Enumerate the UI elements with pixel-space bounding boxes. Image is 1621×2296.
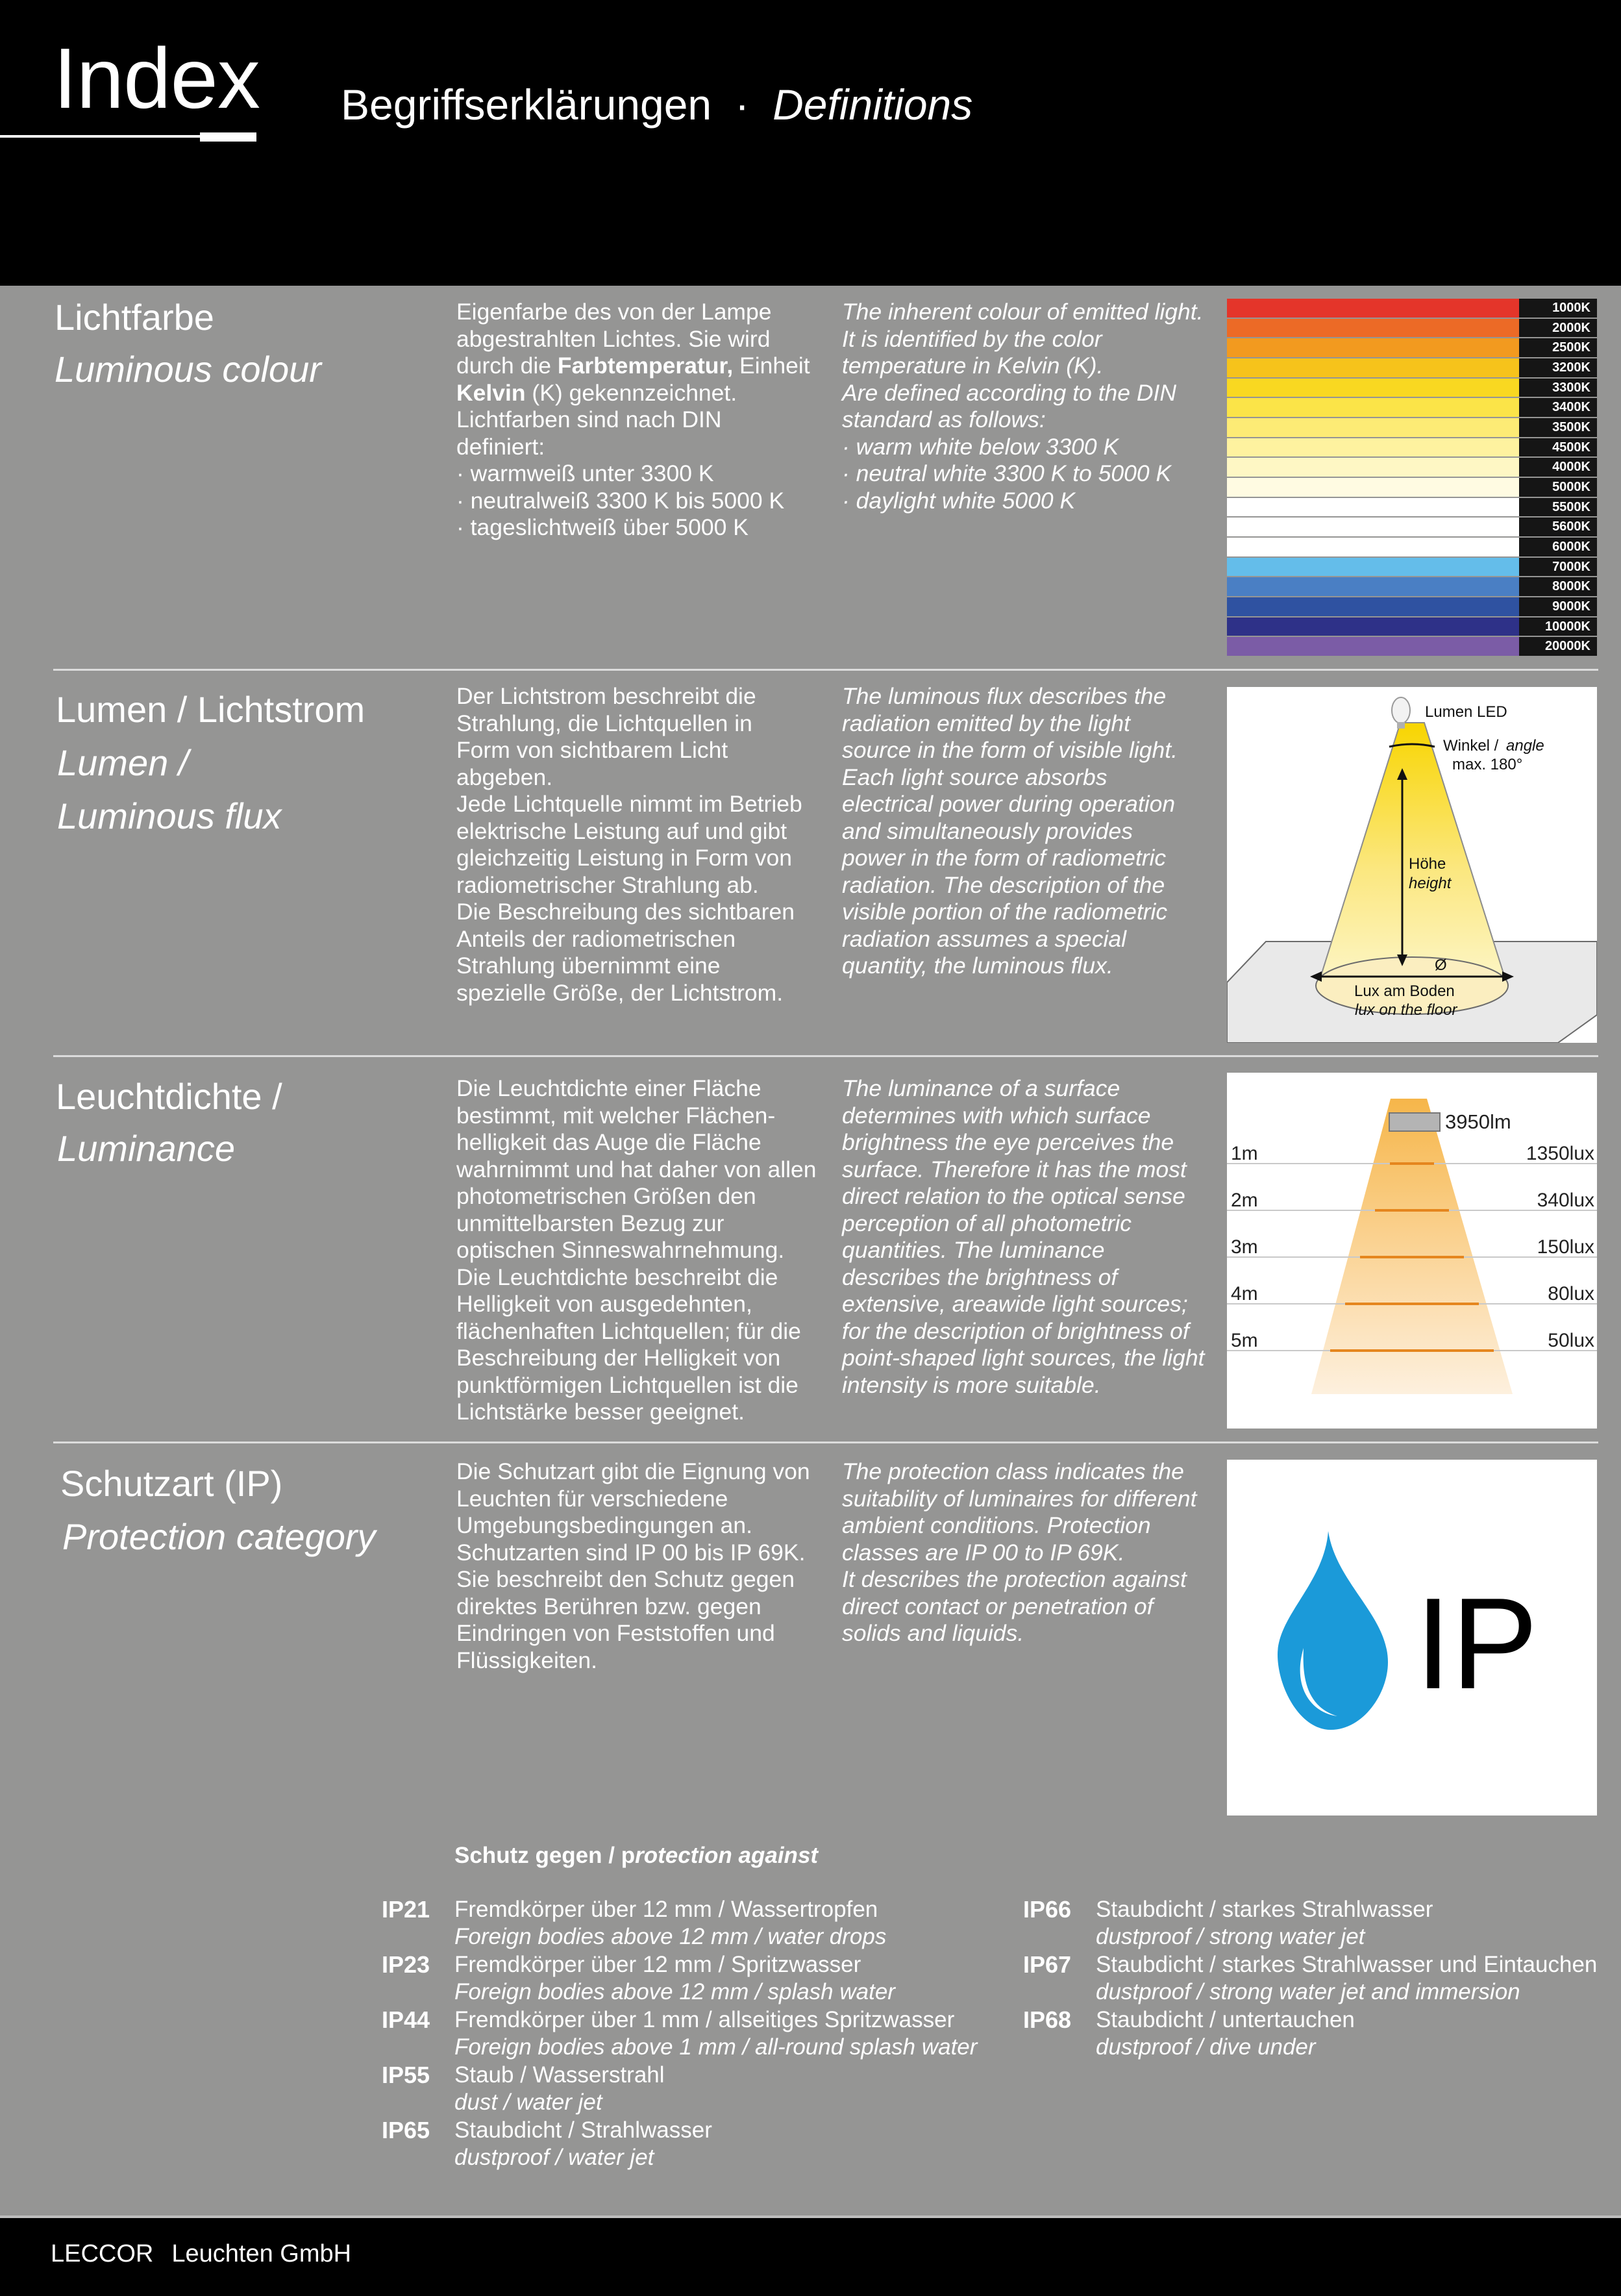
scale-temperature-label: 2500K <box>1519 338 1597 357</box>
section-title-en: Luminous flux <box>57 795 282 836</box>
text-line: and simultaneously provides <box>842 817 1133 844</box>
text-line: Anteils der radiometrischen <box>456 925 736 952</box>
text-line: radiation emitted by the light <box>842 710 1131 736</box>
scale-color-bar <box>1227 618 1519 636</box>
text-line: Lichtstärke besser geeignet. <box>456 1399 745 1425</box>
ip-description <box>1096 2006 1355 2062</box>
distance-label: 5m <box>1231 1330 1258 1351</box>
ip-table-heading <box>454 1843 818 1869</box>
ip-logo-text: IP <box>1415 1571 1538 1716</box>
angle-label-de: Winkel / <box>1443 737 1499 755</box>
ip-description-de: Staubdicht / starkes Strahlwasser und Eintauchen <box>1096 1952 1598 1977</box>
page-subtitle <box>341 81 973 129</box>
text-line: Lichtfarben sind nach DIN <box>456 406 722 432</box>
text-line: photometrischen Größen den <box>456 1183 756 1209</box>
scale-temperature-label: 2000K <box>1519 319 1597 338</box>
text-line: The luminous flux describes the <box>842 683 1167 709</box>
text-de <box>456 683 833 1006</box>
scale-temperature-label: 4500K <box>1519 438 1597 457</box>
scale-color-bar <box>1227 478 1519 497</box>
subtitle-separator: · <box>735 81 750 129</box>
text-line: spezielle Größe, der Lichtstrom. <box>456 979 784 1006</box>
scale-color-bar <box>1227 597 1519 616</box>
text-line: Schutzarten sind IP 00 bis IP 69K. <box>456 1539 806 1566</box>
diameter-label: Ø <box>1435 956 1447 974</box>
scale-color-bar <box>1227 637 1519 656</box>
text-line: Form von sichtbarem Licht <box>456 737 728 763</box>
text-line: Flüssigkeiten. <box>456 1647 598 1673</box>
scale-color-bar <box>1227 398 1519 417</box>
text-line: solids and liquids. <box>842 1620 1024 1646</box>
ip-description-de: Fremdkörper über 12 mm / Spritzwasser <box>454 1952 861 1977</box>
scale-color-bar <box>1227 577 1519 596</box>
height-label-en: height <box>1409 875 1452 892</box>
text-line: The protection class indicates the <box>842 1458 1184 1484</box>
scale-temperature-label: 3400K <box>1519 398 1597 417</box>
text-line: It is identified by the color <box>842 325 1102 352</box>
text-en <box>842 299 1225 514</box>
text-line <box>456 353 833 380</box>
text-bold: Kelvin <box>456 379 526 406</box>
text-line: Eigenfarbe des von der Lampe <box>456 299 772 325</box>
text-line: Leuchten für verschiedene <box>456 1485 728 1512</box>
text-bold: Farbtemperatur, <box>557 353 734 379</box>
heading-en: rotection against <box>635 1843 819 1868</box>
text-de <box>456 299 833 542</box>
page-title: Index <box>53 31 260 126</box>
text-line: classes are IP 00 to IP 69K. <box>842 1539 1125 1566</box>
ip-description <box>454 2062 665 2117</box>
ip-code: IP68 <box>1023 2006 1072 2033</box>
text-de <box>456 1075 833 1426</box>
text-line: Die Leuchtdichte beschreibt die <box>456 1264 778 1290</box>
scale-color-bar <box>1227 358 1519 377</box>
ip-list-right <box>1023 1896 1597 2062</box>
text-line: electrical power during operation <box>842 791 1176 817</box>
scale-temperature-label: 1000K <box>1519 299 1597 318</box>
luminous-flux-diagram <box>1227 687 1597 1043</box>
text-line: definiert: <box>456 433 545 460</box>
scale-color-bar <box>1227 338 1519 357</box>
scale-temperature-label: 6000K <box>1519 538 1597 556</box>
distance-label: 4m <box>1231 1283 1258 1304</box>
text-line: optischen Sinneswahrnehmung. <box>456 1237 785 1263</box>
scale-temperature-label: 3300K <box>1519 379 1597 397</box>
ip-description-en: dustproof / water jet <box>454 2145 654 2170</box>
scale-color-bar <box>1227 438 1519 457</box>
text-line: abgeben. <box>456 764 553 790</box>
ip-description-de: Staubdicht / untertauchen <box>1096 2007 1355 2032</box>
text-line: source in the form of visible light. <box>842 737 1178 763</box>
scale-temperature-label: 9000K <box>1519 597 1597 616</box>
text-en <box>842 1458 1225 1647</box>
text-line: punktförmigen Lichtquellen ist die <box>456 1371 798 1398</box>
text-fragment: (K) gekennzeichnet. <box>525 379 737 406</box>
heading-de: Schutz gegen / p <box>454 1843 636 1868</box>
ip-row <box>1023 1896 1597 1951</box>
distance-label: 2m <box>1231 1190 1258 1211</box>
text-line: standard as follows: <box>842 406 1046 432</box>
text-fragment: durch die <box>456 353 558 379</box>
scale-temperature-label: 8000K <box>1519 577 1597 596</box>
text-fragment: Einheit <box>733 353 810 379</box>
text-line: Umgebungsbedingungen an. <box>456 1512 752 1538</box>
lux-label-en: lux on the floor <box>1355 1001 1457 1019</box>
lux-label: 1350lux <box>1526 1143 1594 1164</box>
angle-label-en: angle <box>1506 737 1544 755</box>
ip-code: IP44 <box>382 2006 430 2033</box>
flux-label: 3950lm <box>1445 1110 1511 1133</box>
ip-description-de: Fremdkörper über 1 mm / allseitiges Spritzwasser <box>454 2007 955 2032</box>
text-line: radiometrischer Strahlung ab. <box>456 871 759 898</box>
lux-label: 50lux <box>1548 1330 1594 1351</box>
ip-row <box>382 2062 977 2117</box>
text-de <box>456 1458 833 1674</box>
text-line: Beschreibung der Helligkeit von <box>456 1345 781 1371</box>
section-title-de: Lichtfarbe <box>55 297 214 338</box>
led-bulb-icon <box>1392 697 1410 723</box>
ip-row <box>1023 2006 1597 2062</box>
luminance-diagram <box>1227 1073 1597 1429</box>
text-line: extensive, areawide light sources; <box>842 1291 1188 1317</box>
text-line: The luminance of a surface <box>842 1075 1120 1101</box>
scale-temperature-label: 10000K <box>1519 618 1597 636</box>
scale-temperature-label: 20000K <box>1519 637 1597 656</box>
ip-row <box>382 1896 977 1951</box>
ip-code: IP66 <box>1023 1896 1072 1923</box>
scale-color-bar <box>1227 319 1519 338</box>
section-title-de: Lumen / Lichtstrom <box>56 689 365 730</box>
ip-description-en: dustproof / dive under <box>1096 2034 1316 2060</box>
ip-description-en: Foreign bodies above 1 mm / all-round splash water <box>454 2034 978 2060</box>
ip-code: IP23 <box>382 1951 430 1978</box>
ip-code: IP67 <box>1023 1951 1072 1978</box>
source-label: Lumen LED <box>1425 703 1507 721</box>
text-line: determines with which surface <box>842 1102 1151 1129</box>
scale-temperature-label: 5000K <box>1519 478 1597 497</box>
text-line: · neutralweiß 3300 K bis 5000 K <box>456 487 785 514</box>
section-divider <box>53 669 1598 671</box>
section-title-en: Luminance <box>57 1128 235 1169</box>
scale-color-bar <box>1227 418 1519 437</box>
scale-color-bar <box>1227 458 1519 477</box>
ip-description-de: Staubdicht / starkes Strahlwasser <box>1096 1897 1433 1922</box>
text-line: abgestrahlten Lichtes. Sie wird <box>456 325 771 352</box>
section-title-de: Schutzart (IP) <box>60 1463 283 1504</box>
text-line: perception of all photometric <box>842 1210 1132 1236</box>
ip-row <box>1023 1951 1597 2006</box>
text-line: direct contact or penetration of <box>842 1593 1154 1619</box>
text-line: Die Beschreibung des sichtbaren <box>456 899 795 925</box>
text-line: Jede Lichtquelle nimmt im Betrieb <box>456 791 802 817</box>
text-line: brightness the eye perceives the <box>842 1129 1174 1155</box>
text-line: ambient conditions. Protection <box>842 1512 1151 1538</box>
ip-description-de: Staubdicht / Strahlwasser <box>454 2117 712 2143</box>
text-line: The inherent colour of emitted light. <box>842 299 1204 325</box>
lux-label: 340lux <box>1537 1190 1594 1211</box>
luminaire-icon <box>1389 1113 1440 1131</box>
angle-max-label: max. 180° <box>1452 756 1523 773</box>
text-line: · tageslichtweiß über 5000 K <box>456 514 749 540</box>
text-line: Are defined according to the DIN <box>842 379 1177 406</box>
ip-row <box>382 2006 977 2062</box>
text-line: Sie beschreibt den Schutz gegen <box>456 1566 795 1592</box>
ip-description <box>454 1896 886 1951</box>
text-line: unmittelbarsten Bezug zur <box>456 1210 724 1236</box>
text-line: Strahlung übernimmt eine <box>456 953 721 979</box>
text-line: flächenhaften Lichtquellen; für die <box>456 1317 801 1344</box>
section-title-en: Protection category <box>62 1516 376 1557</box>
ip-list-left <box>382 1896 977 2172</box>
section-title-de: Leuchtdichte / <box>56 1076 282 1117</box>
lux-label-de: Lux am Boden <box>1354 982 1455 1000</box>
text-line: Strahlung, die Lichtquellen in <box>456 710 752 736</box>
text-en <box>842 683 1225 980</box>
ip-logo-panel <box>1227 1460 1597 1816</box>
scale-temperature-label: 5600K <box>1519 518 1597 536</box>
ip-code: IP55 <box>382 2062 430 2088</box>
text-line: · warm white below 3300 K <box>842 433 1119 460</box>
subtitle-de: Begriffserklärungen <box>341 81 712 129</box>
scale-temperature-label: 3200K <box>1519 358 1597 377</box>
footer-company <box>51 2240 351 2268</box>
ip-description-en: dustproof / strong water jet and immersion <box>1096 1979 1520 2004</box>
ip-row <box>382 1951 977 2006</box>
scale-color-bar <box>1227 518 1519 536</box>
distance-label: 1m <box>1231 1143 1258 1164</box>
text-en <box>842 1075 1225 1399</box>
ip-description <box>454 1951 895 2006</box>
text-line: gleichzeitig Leistung in Form von <box>456 845 792 871</box>
ip-description <box>454 2117 712 2172</box>
text-line: power in the form of radiometric <box>842 845 1167 871</box>
subtitle-en: Definitions <box>773 81 973 129</box>
text-line: wahrnimmt und hat daher von allen <box>456 1156 817 1182</box>
text-line: quantity, the luminous flux. <box>842 953 1113 979</box>
company-suffix: Leuchten GmbH <box>171 2240 352 2267</box>
section-title-en: Luminous colour <box>55 349 321 390</box>
scale-color-bar <box>1227 538 1519 556</box>
scale-temperature-label: 3500K <box>1519 418 1597 437</box>
scale-temperature-label: 4000K <box>1519 458 1597 477</box>
text-line: helligkeit das Auge die Fläche <box>456 1129 761 1155</box>
ip-description-en: dustproof / strong water jet <box>1096 1924 1365 1949</box>
text-line: intensity is more suitable. <box>842 1371 1101 1398</box>
section-divider <box>53 1441 1598 1443</box>
text-line: elektrische Leistung auf und gibt <box>456 817 787 844</box>
text-line: Die Leuchtdichte einer Fläche <box>456 1075 761 1101</box>
scale-temperature-label: 5500K <box>1519 498 1597 517</box>
scale-color-bar <box>1227 498 1519 517</box>
ip-description-en: Foreign bodies above 12 mm / splash water <box>454 1979 895 2004</box>
text-line: Each light source absorbs <box>842 764 1107 790</box>
text-line: point-shaped light sources, the light <box>842 1345 1205 1371</box>
text-line: · neutral white 3300 K to 5000 K <box>842 460 1172 486</box>
colour-temperature-scale <box>1227 299 1597 657</box>
ip-description-de: Staub / Wasserstrahl <box>454 2062 665 2088</box>
scale-color-bar <box>1227 379 1519 397</box>
section-title-en: Lumen / <box>57 742 189 783</box>
ip-description <box>454 2006 977 2062</box>
text-line: for the description of brightness of <box>842 1317 1189 1344</box>
lux-label: 150lux <box>1537 1236 1594 1258</box>
text-line: quantities. The luminance <box>842 1237 1105 1263</box>
scale-temperature-label: 7000K <box>1519 558 1597 577</box>
text-line: suitability of luminaires for different <box>842 1485 1197 1512</box>
text-line: surface. Therefore it has the most <box>842 1156 1187 1182</box>
text-line: Der Lichtstrom beschreibt die <box>456 683 756 709</box>
text-line: radiation. The description of the <box>842 871 1165 898</box>
text-line: direktes Berühren bzw. gegen <box>456 1593 761 1619</box>
scale-color-bar <box>1227 299 1519 318</box>
text-line: Die Schutzart gibt die Eignung von <box>456 1458 810 1484</box>
company-name: LECCOR <box>51 2240 154 2267</box>
distance-label: 3m <box>1231 1236 1258 1258</box>
text-line: · daylight white 5000 K <box>842 487 1076 514</box>
ip-description-en: Foreign bodies above 12 mm / water drops <box>454 1924 887 1949</box>
text-line: It describes the protection against <box>842 1566 1187 1592</box>
text-line: radiation assumes a special <box>842 925 1127 952</box>
ip-description-en: dust / water jet <box>454 2090 602 2115</box>
text-line: Eindringen von Feststoffen und <box>456 1620 775 1646</box>
ip-description-de: Fremdkörper über 12 mm / Wassertropfen <box>454 1897 878 1922</box>
text-line: visible portion of the radiometric <box>842 899 1168 925</box>
ip-code: IP65 <box>382 2117 430 2143</box>
height-label-de: Höhe <box>1409 855 1446 873</box>
text-line: bestimmt, mit welcher Flächen- <box>456 1102 776 1129</box>
text-line: · warmweiß unter 3300 K <box>456 460 714 486</box>
section-divider <box>53 1055 1598 1057</box>
scale-color-bar <box>1227 558 1519 577</box>
text-line: direct relation to the optical sense <box>842 1183 1185 1209</box>
text-line: describes the brightness of <box>842 1264 1118 1290</box>
ip-row <box>382 2117 977 2172</box>
text-line: temperature in Kelvin (K). <box>842 353 1104 379</box>
led-base <box>1397 722 1405 729</box>
title-underline-accent <box>200 132 256 142</box>
text-line <box>456 380 833 407</box>
text-line: Helligkeit von ausgedehnten, <box>456 1291 752 1317</box>
ip-description <box>1096 1951 1597 2006</box>
ip-code: IP21 <box>382 1896 430 1923</box>
lux-label: 80lux <box>1548 1283 1594 1304</box>
ip-description <box>1096 1896 1433 1951</box>
